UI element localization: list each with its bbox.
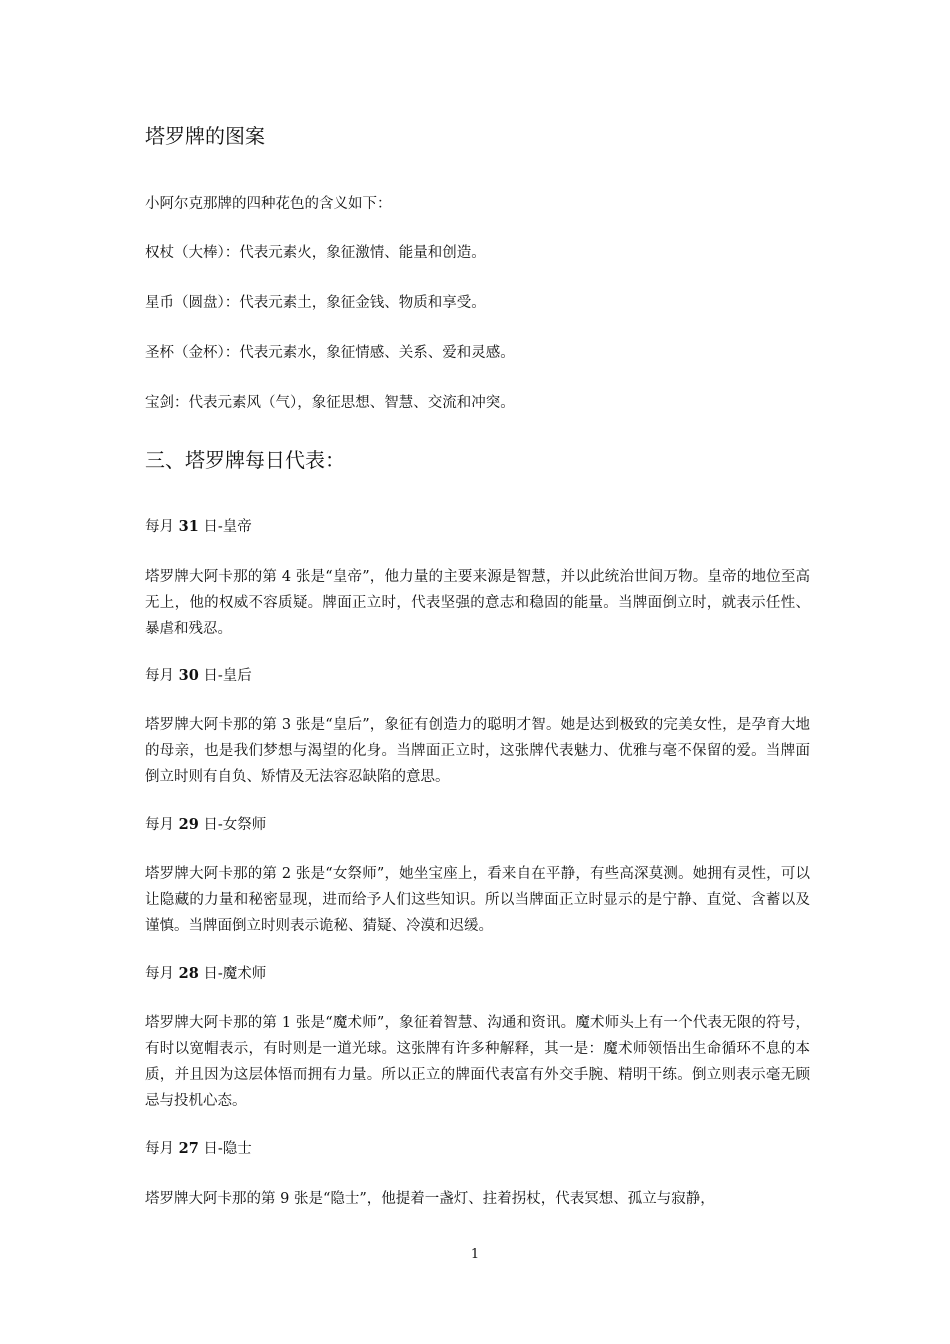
suits-intro: 小阿尔克那牌的四种花色的含义如下：: [145, 196, 392, 212]
entry-day: 31: [178, 518, 199, 535]
entry-day: 27: [178, 1140, 199, 1157]
entry-text-29: 塔罗牌大阿卡那的第 2 张是“女祭师”，她坐宝座上，看来自在平静，有些高深莫测。她拥有灵性，可以让隐藏的力量和秘密显现，进而给予人们这些知识。所以当牌面正立时显示的是宁静、直觉、含蓄以及谨慎。当牌面倒立时则表示诡秘、猜疑、冷漠和迟缓。: [145, 866, 810, 934]
entry-title: 日-皇后: [203, 668, 252, 684]
section-heading: 三、塔罗牌每日代表：: [145, 448, 345, 472]
entry-text-28: 塔罗牌大阿卡那的第 1 张是“魔术师”，象征着智慧、沟通和资讯。魔术师头上有一个代表无限的符号，有时以宽帽表示，有时则是一道光球。这张牌有许多种解释，其一是：魔术师领悟出生命循环不息的本质，并且因为这层体悟而拥有力量。所以正立的牌面代表富有外交手腕、精明干练。倒立则表示毫无顾忌与投机心态。: [145, 1015, 810, 1109]
suit-wands: 权杖（大棒）：代表元素火，象征激情、能量和创造。: [145, 245, 486, 261]
entry-day: 29: [178, 816, 199, 833]
entry-prefix: 每月: [145, 519, 174, 535]
entry-prefix: 每月: [145, 817, 174, 833]
entry-heading-31: [145, 514, 810, 540]
page-number: 1: [470, 1247, 480, 1262]
entry-prefix: 每月: [145, 966, 174, 982]
entry-title: 日-女祭师: [203, 817, 267, 833]
entry-text-30: 塔罗牌大阿卡那的第 3 张是“皇后”，象征有创造力的聪明才智。她是达到极致的完美女性，是孕育大地的母亲，也是我们梦想与渴望的化身。当牌面正立时，这张牌代表魅力、优雅与毫不保留的爱。当牌面倒立时则有自负、矫情及无法容忍缺陷的意思。: [145, 717, 810, 785]
suit-swords: 宝剑：代表元素风（气），象征思想、智慧、交流和冲突。: [145, 395, 515, 411]
entry-heading-30: [145, 663, 810, 689]
entry-text-31: 塔罗牌大阿卡那的第 4 张是“皇帝”，他力量的主要来源是智慧，并以此统治世间万物。皇帝的地位至高无上，他的权威不容质疑。牌面正立时，代表坚强的意志和稳固的能量。当牌面倒立时，就表示任性、暴虐和残忍。: [145, 569, 810, 637]
entry-heading-27: [145, 1136, 810, 1162]
entry-day: 30: [178, 667, 199, 684]
suit-cups: 圣杯（金杯）：代表元素水，象征情感、关系、爱和灵感。: [145, 345, 515, 361]
entry-title: 日-隐士: [203, 1141, 252, 1157]
suit-pentacles: 星币（圆盘）：代表元素土，象征金钱、物质和享受。: [145, 295, 486, 311]
entry-heading-29: [145, 812, 810, 838]
entry-title: 日-皇帝: [203, 519, 252, 535]
entry-text-27: 塔罗牌大阿卡那的第 9 张是“隐士”，他提着一盏灯、拄着拐杖，代表冥想、孤立与寂静，: [145, 1191, 715, 1207]
entry-day: 28: [178, 965, 199, 982]
entry-heading-28: [145, 961, 810, 987]
entry-prefix: 每月: [145, 668, 174, 684]
entry-title: 日-魔术师: [203, 966, 267, 982]
entry-prefix: 每月: [145, 1141, 174, 1157]
section-title: 塔罗牌的图案: [145, 124, 265, 148]
